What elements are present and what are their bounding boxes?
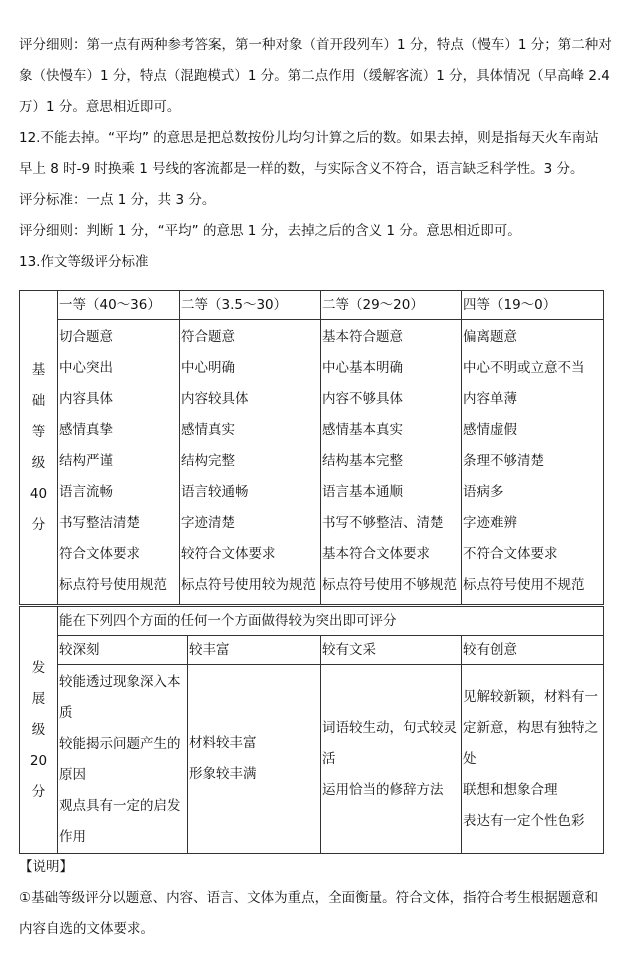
- criteria-item: 感情真实: [181, 422, 235, 438]
- side-label-char: 分: [31, 783, 46, 800]
- criteria-item: 书写不够整洁、清楚: [322, 515, 444, 531]
- header-rich: 较丰富: [188, 636, 321, 665]
- profound-criteria: [58, 665, 188, 854]
- criteria-item: 原因: [59, 767, 86, 783]
- criteria-item: 基本符合题意: [322, 329, 403, 345]
- development-grade-table: [19, 606, 604, 854]
- criteria-item: 内容具体: [59, 391, 113, 407]
- side-label-char: 级: [31, 721, 46, 738]
- criteria-item: 定新意，构思有独特之: [463, 719, 598, 736]
- fourth-grade-criteria: [462, 320, 604, 605]
- development-grade-label: [20, 607, 58, 854]
- criteria-item: 书写整洁清楚: [59, 515, 140, 531]
- criteria-item: 内容较具体: [181, 391, 249, 407]
- header-second-grade: 二等（3.5～30）: [180, 291, 321, 320]
- header-literary: 较有文采: [321, 636, 462, 665]
- criteria-item: 字迹难辨: [463, 515, 517, 531]
- note-line: 内容自选的文体要求。: [19, 921, 154, 937]
- criteria-item: 较符合文体要求: [181, 546, 276, 562]
- criteria-item: 质: [59, 705, 73, 721]
- criteria-item: 语言流畅: [59, 484, 113, 500]
- text-line: 评分标准：一点 1 分，共 3 分。: [19, 192, 216, 208]
- rich-criteria: [188, 665, 321, 854]
- criteria-item: 内容不够具体: [322, 391, 403, 407]
- criteria-item: 词语较生动，句式较灵: [322, 719, 457, 736]
- criteria-item: 标点符号使用较为规范: [181, 577, 316, 593]
- first-grade-criteria: [58, 320, 180, 605]
- criteria-item: 结构严谨: [59, 453, 113, 469]
- criteria-item: 语病多: [463, 484, 504, 500]
- criteria-item: 较能揭示问题产生的: [59, 736, 181, 752]
- text-line: 12.不能去掉。“平均” 的意思是把总数按份儿均匀计算之后的数。如果去掉，则是指每天火车南站: [19, 130, 599, 146]
- criteria-item: 联想和想象合理: [463, 781, 558, 798]
- criteria-item: 标点符号使用规范: [59, 577, 167, 593]
- criteria-item: 中心明确: [181, 360, 235, 376]
- header-first-grade: 一等（40～36）: [58, 291, 180, 320]
- criteria-item: 标点符号使用不够规范: [322, 577, 457, 593]
- text-line: 评分细则：第一点有两种参考答案，第一种对象（首开段列车）1 分，特点（慢车）1 分；第二种对: [19, 37, 612, 53]
- text-line: 万）1 分。意思相近即可。: [19, 99, 181, 115]
- criteria-item: 中心基本明确: [322, 360, 403, 376]
- criteria-item: 感情虚假: [463, 422, 517, 438]
- criteria-item: 中心不明或立意不当: [463, 360, 585, 376]
- criteria-item: 不符合文体要求: [463, 546, 558, 562]
- criteria-item: 标点符号使用不规范: [463, 577, 585, 593]
- note-title: 【说明】: [19, 859, 73, 875]
- text-line: 早上 8 时-9 时换乘 1 号线的客流都是一样的数，与实际含义不符合，语言缺乏科学性。3 分。: [19, 161, 584, 177]
- criteria-item: 形象较丰满: [189, 766, 257, 782]
- criteria-item: 内容单薄: [463, 391, 517, 407]
- text-line: 13.作文等级评分标准: [19, 254, 149, 270]
- criteria-item: 符合题意: [181, 329, 235, 345]
- criteria-item: 运用恰当的修辞方法: [322, 781, 444, 798]
- side-label-char: 基: [31, 361, 46, 378]
- header-fourth-grade: 四等（19～0）: [462, 291, 604, 320]
- side-label-char: 级: [31, 454, 46, 471]
- criteria-item: 表达有一定个性色彩: [463, 812, 585, 829]
- criteria-item: 语言较通畅: [181, 484, 249, 500]
- criteria-item: 字迹清楚: [181, 515, 235, 531]
- criteria-item: 活: [322, 750, 336, 767]
- development-intro: 能在下列四个方面的任何一个方面做得较为突出即可评分: [58, 607, 604, 636]
- basic-grade-table: [19, 290, 604, 605]
- criteria-item: 处: [463, 750, 477, 767]
- criteria-item: 语言基本通顺: [322, 484, 403, 500]
- literary-criteria: [321, 665, 462, 854]
- criteria-item: 中心突出: [59, 360, 113, 376]
- side-label-char: 发: [31, 659, 46, 676]
- side-label-char: 40: [29, 485, 48, 502]
- criteria-item: 见解较新颖，材料有一: [463, 688, 598, 705]
- criteria-item: 感情真挚: [59, 422, 113, 438]
- criteria-item: 符合文体要求: [59, 546, 140, 562]
- notes-section: [19, 852, 629, 945]
- third-grade-criteria: [321, 320, 462, 605]
- header-creative: 较有创意: [462, 636, 604, 665]
- criteria-item: 结构完整: [181, 453, 235, 469]
- criteria-item: 感情基本真实: [322, 422, 403, 438]
- criteria-item: 材料较丰富: [189, 735, 257, 751]
- note-line: ①基础等级评分以题意、内容、语言、文体为重点，全面衡量。符合文体，指符合考生根据题意和: [19, 890, 599, 906]
- criteria-item: 基本符合文体要求: [322, 546, 430, 562]
- criteria-item: 条理不够清楚: [463, 453, 544, 469]
- criteria-item: 偏离题意: [463, 329, 517, 345]
- header-third-grade: 二等（29～20）: [321, 291, 462, 320]
- side-label-char: 等: [31, 423, 46, 440]
- criteria-item: 结构基本完整: [322, 453, 403, 469]
- header-profound: 较深刻: [58, 636, 188, 665]
- creative-criteria: [462, 665, 604, 854]
- side-label-char: 展: [31, 690, 46, 707]
- criteria-item: 作用: [59, 829, 86, 845]
- criteria-item: 切合题意: [59, 329, 113, 345]
- second-grade-criteria: [180, 320, 321, 605]
- side-label-char: 20: [29, 752, 48, 769]
- text-line: 评分细则：判断 1 分，“平均” 的意思 1 分，去掉之后的含义 1 分。意思相近即可。: [19, 223, 521, 239]
- basic-grade-label: [20, 291, 58, 605]
- text-line: 象（快慢车）1 分，特点（混跑模式）1 分。第二点作用（缓解客流）1 分，具体情况（早高峰 2.4: [19, 68, 610, 84]
- criteria-item: 观点具有一定的启发: [59, 798, 181, 814]
- criteria-item: 较能透过现象深入本: [59, 674, 181, 690]
- side-label-char: 础: [31, 392, 46, 409]
- top-paragraphs: [19, 30, 629, 278]
- side-label-char: 分: [31, 516, 46, 533]
